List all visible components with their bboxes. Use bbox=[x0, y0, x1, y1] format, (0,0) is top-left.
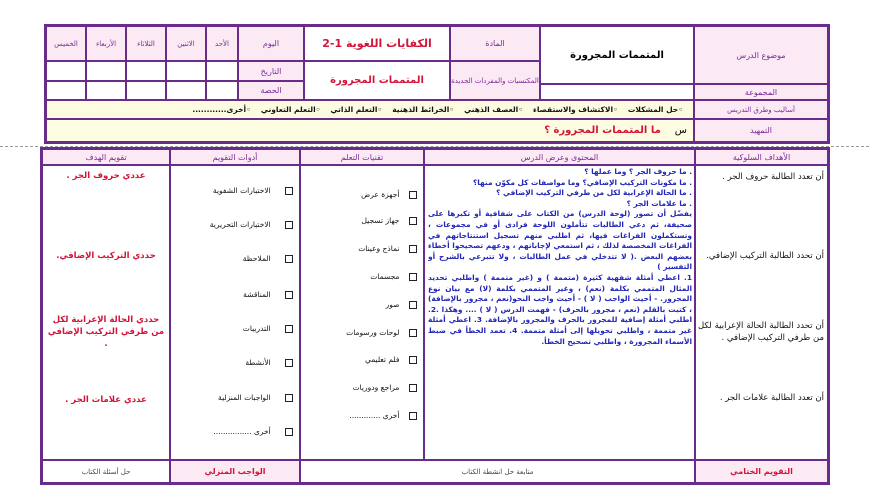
group-label: المجموعة bbox=[694, 84, 828, 100]
col-eval-header: تقويم الهدف bbox=[42, 149, 170, 165]
col-goals-header: الأهداف السلوكية bbox=[695, 149, 828, 165]
technique-item[interactable]: فلم تعليمي bbox=[365, 355, 417, 364]
technique-item[interactable]: جهاز تسجيل bbox=[362, 216, 418, 225]
lesson-topic-label: موضوع الدرس bbox=[694, 26, 828, 84]
content-numbered: 1. اعطي أمثلة شفهية كثيرة (متممة ) و (غير متممة ) واطلبي تحديد المثال المتممي بكلمة (نعم) ، وغير المتممي بكلمة (لا) مع بيان نوع المجرور. - أحيث الواجب ( لا ) - أحيث واجب النحو(نعم ، مجرور بالإضافة) ، كتبت بالقلم (نعم ، مجرور بالحرف) - فهمت الدرس ( لا ) .... وهكذا .2. اطلبي أمثلة إضافية للمجرور بالحرف والمجرور بالإضافة. 3. اعطي أمثلة غير متممة ، واطلبي تحويلها إلى أمثلة متممة. 4. تعمد الخطأ في ضبط الأسماء المجرورة ، واطلبي تصحيح الخطأ. bbox=[428, 272, 692, 346]
day-label: اليوم bbox=[238, 26, 304, 61]
methods-list bbox=[46, 100, 694, 119]
intro-label: التمهيد bbox=[694, 119, 828, 142]
homework-value: حل أسئلة الكتاب bbox=[42, 460, 170, 483]
checkbox[interactable] bbox=[285, 255, 293, 263]
method-item[interactable]: ◦أخرى............ bbox=[192, 105, 251, 114]
checkbox[interactable] bbox=[285, 325, 293, 333]
lesson-topic-value: المتممات المجرورة bbox=[540, 26, 694, 84]
checkbox[interactable] bbox=[409, 356, 417, 364]
period-label: الحصة bbox=[238, 81, 304, 100]
subject-value: الكفايات اللغوية 1-2 bbox=[304, 26, 450, 61]
new-words-value: المتممات المجرورة bbox=[304, 61, 450, 100]
col-tools-header: أدوات التقويم bbox=[170, 149, 300, 165]
method-item[interactable]: ◦الاكتشاف والاستقصاء bbox=[533, 105, 618, 114]
date-cell-4 bbox=[86, 61, 126, 81]
content-question: . ما حروف الجر ؟ وما عملها ؟ bbox=[584, 167, 692, 176]
checkbox[interactable] bbox=[285, 359, 293, 367]
day-monday: الاثنين bbox=[166, 26, 206, 61]
technique-item[interactable]: نماذج وعينات bbox=[358, 244, 417, 253]
tool-item[interactable]: الملاحظة bbox=[243, 254, 293, 263]
content-question: . ما مكونات التركيب الإضافي؟ وما مواصفات كل مكوّن منها؟ bbox=[472, 177, 692, 187]
eval-2: حددي التركيب الإضافي. bbox=[56, 251, 156, 261]
tool-item[interactable]: التدريبات bbox=[243, 324, 293, 333]
method-item[interactable]: ◦العصف الذهني bbox=[464, 105, 523, 114]
tool-item[interactable]: الأنشطة bbox=[245, 358, 293, 367]
eval-4: عددي علامات الجر . bbox=[65, 395, 147, 405]
col-content-header: المحتوى وعرض الدرس bbox=[424, 149, 695, 165]
content-question: . ما الحالة الإعرابية لكل من طرفي التركيب الإضافي ؟ bbox=[496, 188, 692, 198]
content-question: . ما علامات الجر ؟ bbox=[626, 198, 692, 208]
period-cell-4 bbox=[86, 81, 126, 100]
group-value bbox=[540, 84, 694, 100]
checkbox[interactable] bbox=[409, 301, 417, 309]
period-cell-5 bbox=[46, 81, 86, 100]
col-eval-body bbox=[42, 165, 170, 460]
new-words-label: المكتسبات والمفردات الجديدة bbox=[450, 61, 540, 100]
tool-item[interactable]: أخرى ................ bbox=[213, 427, 293, 436]
checkbox[interactable] bbox=[409, 384, 417, 392]
goal-1: أن تعدد الطالبة حروف الجر . bbox=[722, 172, 824, 182]
technique-item[interactable]: أخرى ............. bbox=[349, 411, 417, 420]
homework-label: الواجب المنزلي bbox=[170, 460, 300, 483]
checkbox[interactable] bbox=[285, 221, 293, 229]
checkbox[interactable] bbox=[285, 187, 293, 195]
final-eval-value: متابعة حل انشطة الكتاب bbox=[300, 460, 695, 483]
subject-label: المادة bbox=[450, 26, 540, 61]
checkbox[interactable] bbox=[409, 245, 417, 253]
methods-label: أساليب وطرق التدريس bbox=[694, 100, 828, 119]
day-wednesday: الأربعاء bbox=[86, 26, 126, 61]
tool-item[interactable]: الاختبارات الشفوية bbox=[213, 186, 293, 195]
tool-item[interactable]: الواجبات المنزلية bbox=[218, 393, 293, 402]
technique-item[interactable]: صور bbox=[386, 300, 417, 309]
checkbox[interactable] bbox=[409, 273, 417, 281]
checkbox[interactable] bbox=[285, 428, 293, 436]
col-techniques-header: تقنيات التعلم bbox=[300, 149, 424, 165]
checkbox[interactable] bbox=[285, 394, 293, 402]
method-item[interactable]: ◦الخرائط الذهنية bbox=[392, 105, 455, 114]
day-thursday: الخميس bbox=[46, 26, 86, 61]
date-cell-3 bbox=[126, 61, 166, 81]
method-item[interactable]: ◦التعلم التعاوني bbox=[260, 105, 321, 114]
col-tools-body bbox=[170, 165, 300, 460]
technique-item[interactable]: لوحات ورسومات bbox=[346, 328, 417, 337]
checkbox[interactable] bbox=[409, 412, 417, 420]
method-item[interactable]: ◦حل المشكلات bbox=[627, 105, 683, 114]
date-cell-1 bbox=[206, 61, 238, 81]
goal-2: أن تحدد الطالبة التركيب الإضافي. bbox=[706, 251, 824, 261]
method-item[interactable]: ◦التعلم الذاتي bbox=[330, 105, 383, 114]
eval-3: حددي الحالة الإعرابية لكل من طرفي التركيب الإضافي . bbox=[47, 315, 165, 349]
goal-4: أن تعدد الطالبة علامات الجر . bbox=[719, 393, 824, 403]
intro-question: ما المتممات المجرورة ؟ bbox=[544, 125, 661, 136]
technique-item[interactable]: أجهزة عرض bbox=[361, 190, 417, 199]
checkbox[interactable] bbox=[409, 191, 417, 199]
day-tuesday: الثلاثاء bbox=[126, 26, 166, 61]
technique-item[interactable]: مجسمات bbox=[370, 272, 417, 281]
period-cell-2 bbox=[166, 81, 206, 100]
date-cell-5 bbox=[46, 61, 86, 81]
goal-3: أن تحدد الطالبة الحالة الإعرابية لكل من طرفي التركيب الإضافي . bbox=[698, 321, 824, 343]
checkbox[interactable] bbox=[409, 217, 417, 225]
col-goals-body bbox=[695, 165, 828, 460]
eval-1: عددي حروف الجر . bbox=[66, 171, 146, 181]
final-eval-label: التقويم الختامي bbox=[695, 460, 828, 483]
intro-prefix: س bbox=[674, 125, 687, 136]
date-cell-2 bbox=[166, 61, 206, 81]
tool-item[interactable]: المناقشة bbox=[243, 290, 293, 299]
checkbox[interactable] bbox=[285, 291, 293, 299]
day-sunday: الأحد bbox=[206, 26, 238, 61]
content-paragraph: يفضّل أن تصور (لوحة الدرس) من الكتاب على شفافية أو تكبرها على صحيفة، ثم دعي الطالبات تتأملون اللوحة فرادى أو في مجموعات ، وتستكملون الفراغات فيها، ثم اطلبي منهم تسجيل استنتاجاتهم في الفراغات المخصصة لذلك ، ثم استمعي لإجاباتهم ، ودعهم تصحيحوا أخطاء بعضهم البعض .( لا تتدخلي في عمل الطالبات ، ولا تتبرعي بالشرح أو التفسير ) bbox=[428, 209, 692, 272]
tool-item[interactable]: الاختبارات التحريرية bbox=[210, 220, 293, 229]
period-cell-1 bbox=[206, 81, 238, 100]
date-label: التاريخ bbox=[238, 61, 304, 81]
intro-question-row bbox=[46, 119, 694, 142]
checkbox[interactable] bbox=[409, 329, 417, 337]
technique-item[interactable]: مراجع ودوريات bbox=[353, 383, 417, 392]
period-cell-3 bbox=[126, 81, 166, 100]
content-text bbox=[428, 167, 692, 458]
